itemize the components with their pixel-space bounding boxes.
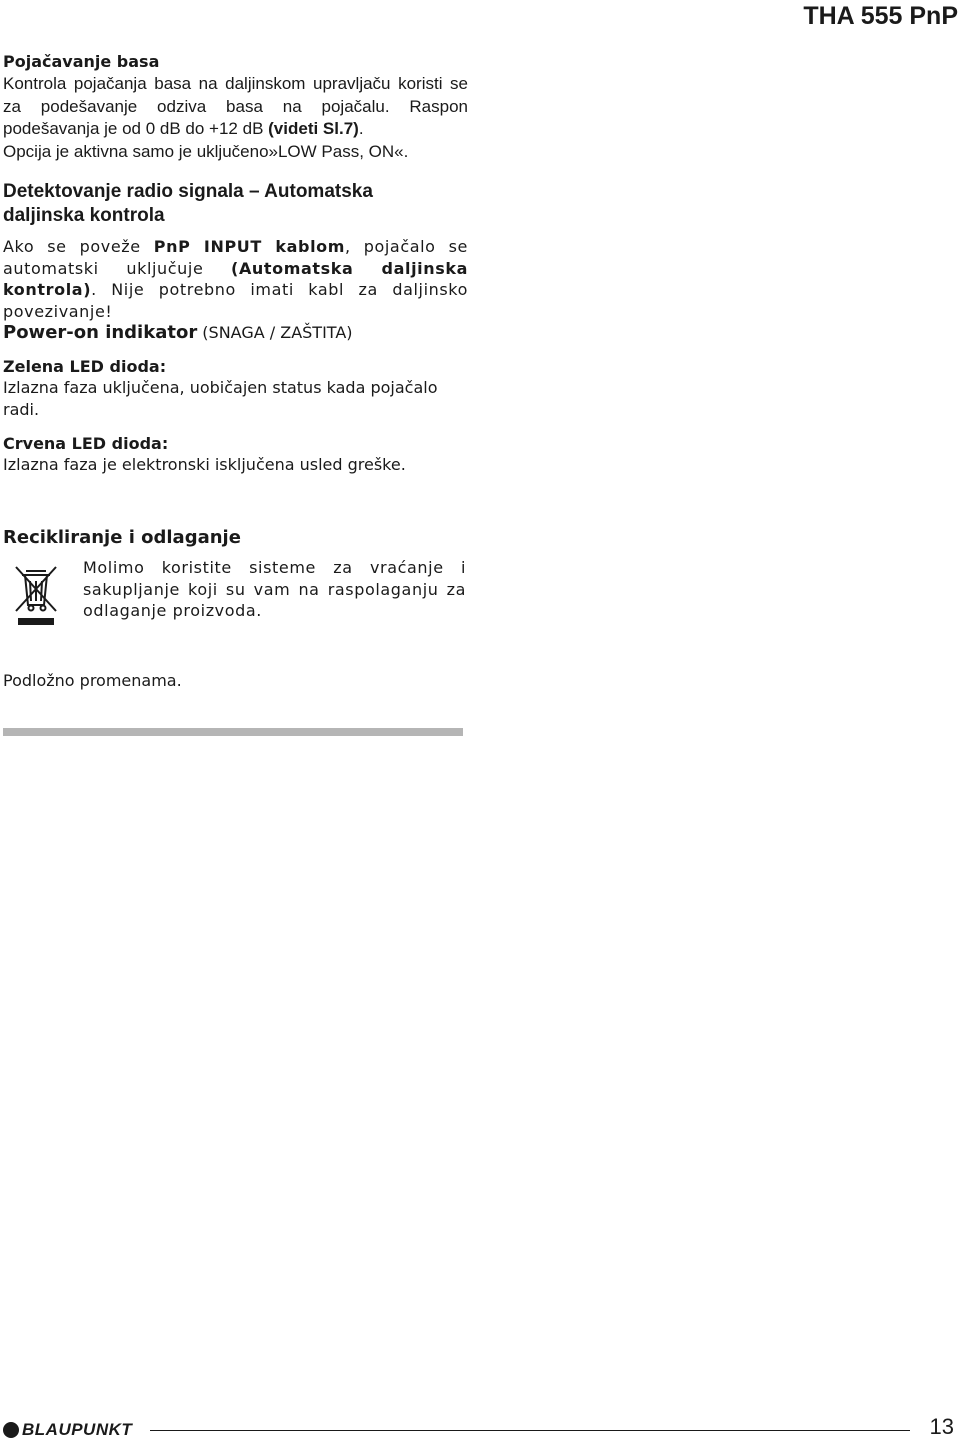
detect-heading: Detektovanje radio signala – Automatska daljinska kontrola bbox=[3, 181, 373, 226]
footer-rule bbox=[150, 1430, 910, 1431]
logo-dot-icon bbox=[3, 1422, 19, 1438]
power-heading bbox=[3, 321, 468, 344]
bass-option-text: Opcija je aktivna samo je uključeno»LOW Pass, ON«. bbox=[3, 141, 409, 161]
green-led-text: Izlazna faza uključena, uobičajen status kada pojačalo radi. bbox=[3, 378, 438, 419]
red-led-text: Izlazna faza je elektronski isključena usled greške. bbox=[3, 455, 406, 474]
detect-text-part1: Ako se poveže bbox=[3, 237, 154, 256]
detect-section bbox=[3, 180, 468, 322]
page-number: 13 bbox=[929, 1414, 954, 1439]
power-section bbox=[3, 321, 468, 476]
bass-heading: Pojačavanje basa bbox=[3, 52, 160, 71]
bass-text bbox=[3, 73, 468, 141]
brand-logo bbox=[3, 1419, 132, 1441]
model-title: THA 555 PnP bbox=[803, 2, 958, 30]
recycle-section bbox=[3, 526, 468, 549]
green-led-label: Zelena LED dioda: bbox=[3, 357, 167, 376]
bass-text-part1: Kontrola pojačanja basa na daljinskom upravljaču koristi se za podešavanje odziva basa na pojačalu. Raspon podešavanja je od 0 dB do +12 dB bbox=[3, 74, 468, 138]
section-divider-bar bbox=[3, 728, 463, 736]
subject-to-change-note: Podložno promenama. bbox=[3, 671, 182, 690]
recycle-text: Molimo koristite sisteme za vraćanje i sakupljanje koji su vam na raspolaganju za odlaganje proizvoda. bbox=[83, 558, 466, 620]
detect-text bbox=[3, 236, 468, 322]
power-heading-sub: (SNAGA / ZAŠTITA) bbox=[197, 323, 353, 342]
detect-text-part2: , pojačalo se automatski uključuje bbox=[3, 237, 468, 278]
red-led-label: Crvena LED dioda: bbox=[3, 434, 169, 453]
detect-auto-ref: (Automatska daljinska kontrola) bbox=[3, 258, 468, 299]
power-heading-bold: Power-on indikator bbox=[3, 322, 198, 343]
detect-text-part3: . Nije potrebno imati kabl za daljinsko povezivanje! bbox=[3, 280, 468, 321]
recycle-heading: Recikliranje i odlaganje bbox=[3, 527, 241, 548]
bass-section bbox=[3, 51, 468, 163]
bass-figure-ref: (videti Sl.7) bbox=[268, 119, 359, 138]
detect-cable-ref: PnP INPUT kablom bbox=[153, 237, 346, 256]
weee-crossed-bin-icon bbox=[12, 561, 60, 627]
brand-name: BLAUPUNKT bbox=[22, 1420, 133, 1439]
bass-text-part2: . bbox=[358, 119, 364, 138]
